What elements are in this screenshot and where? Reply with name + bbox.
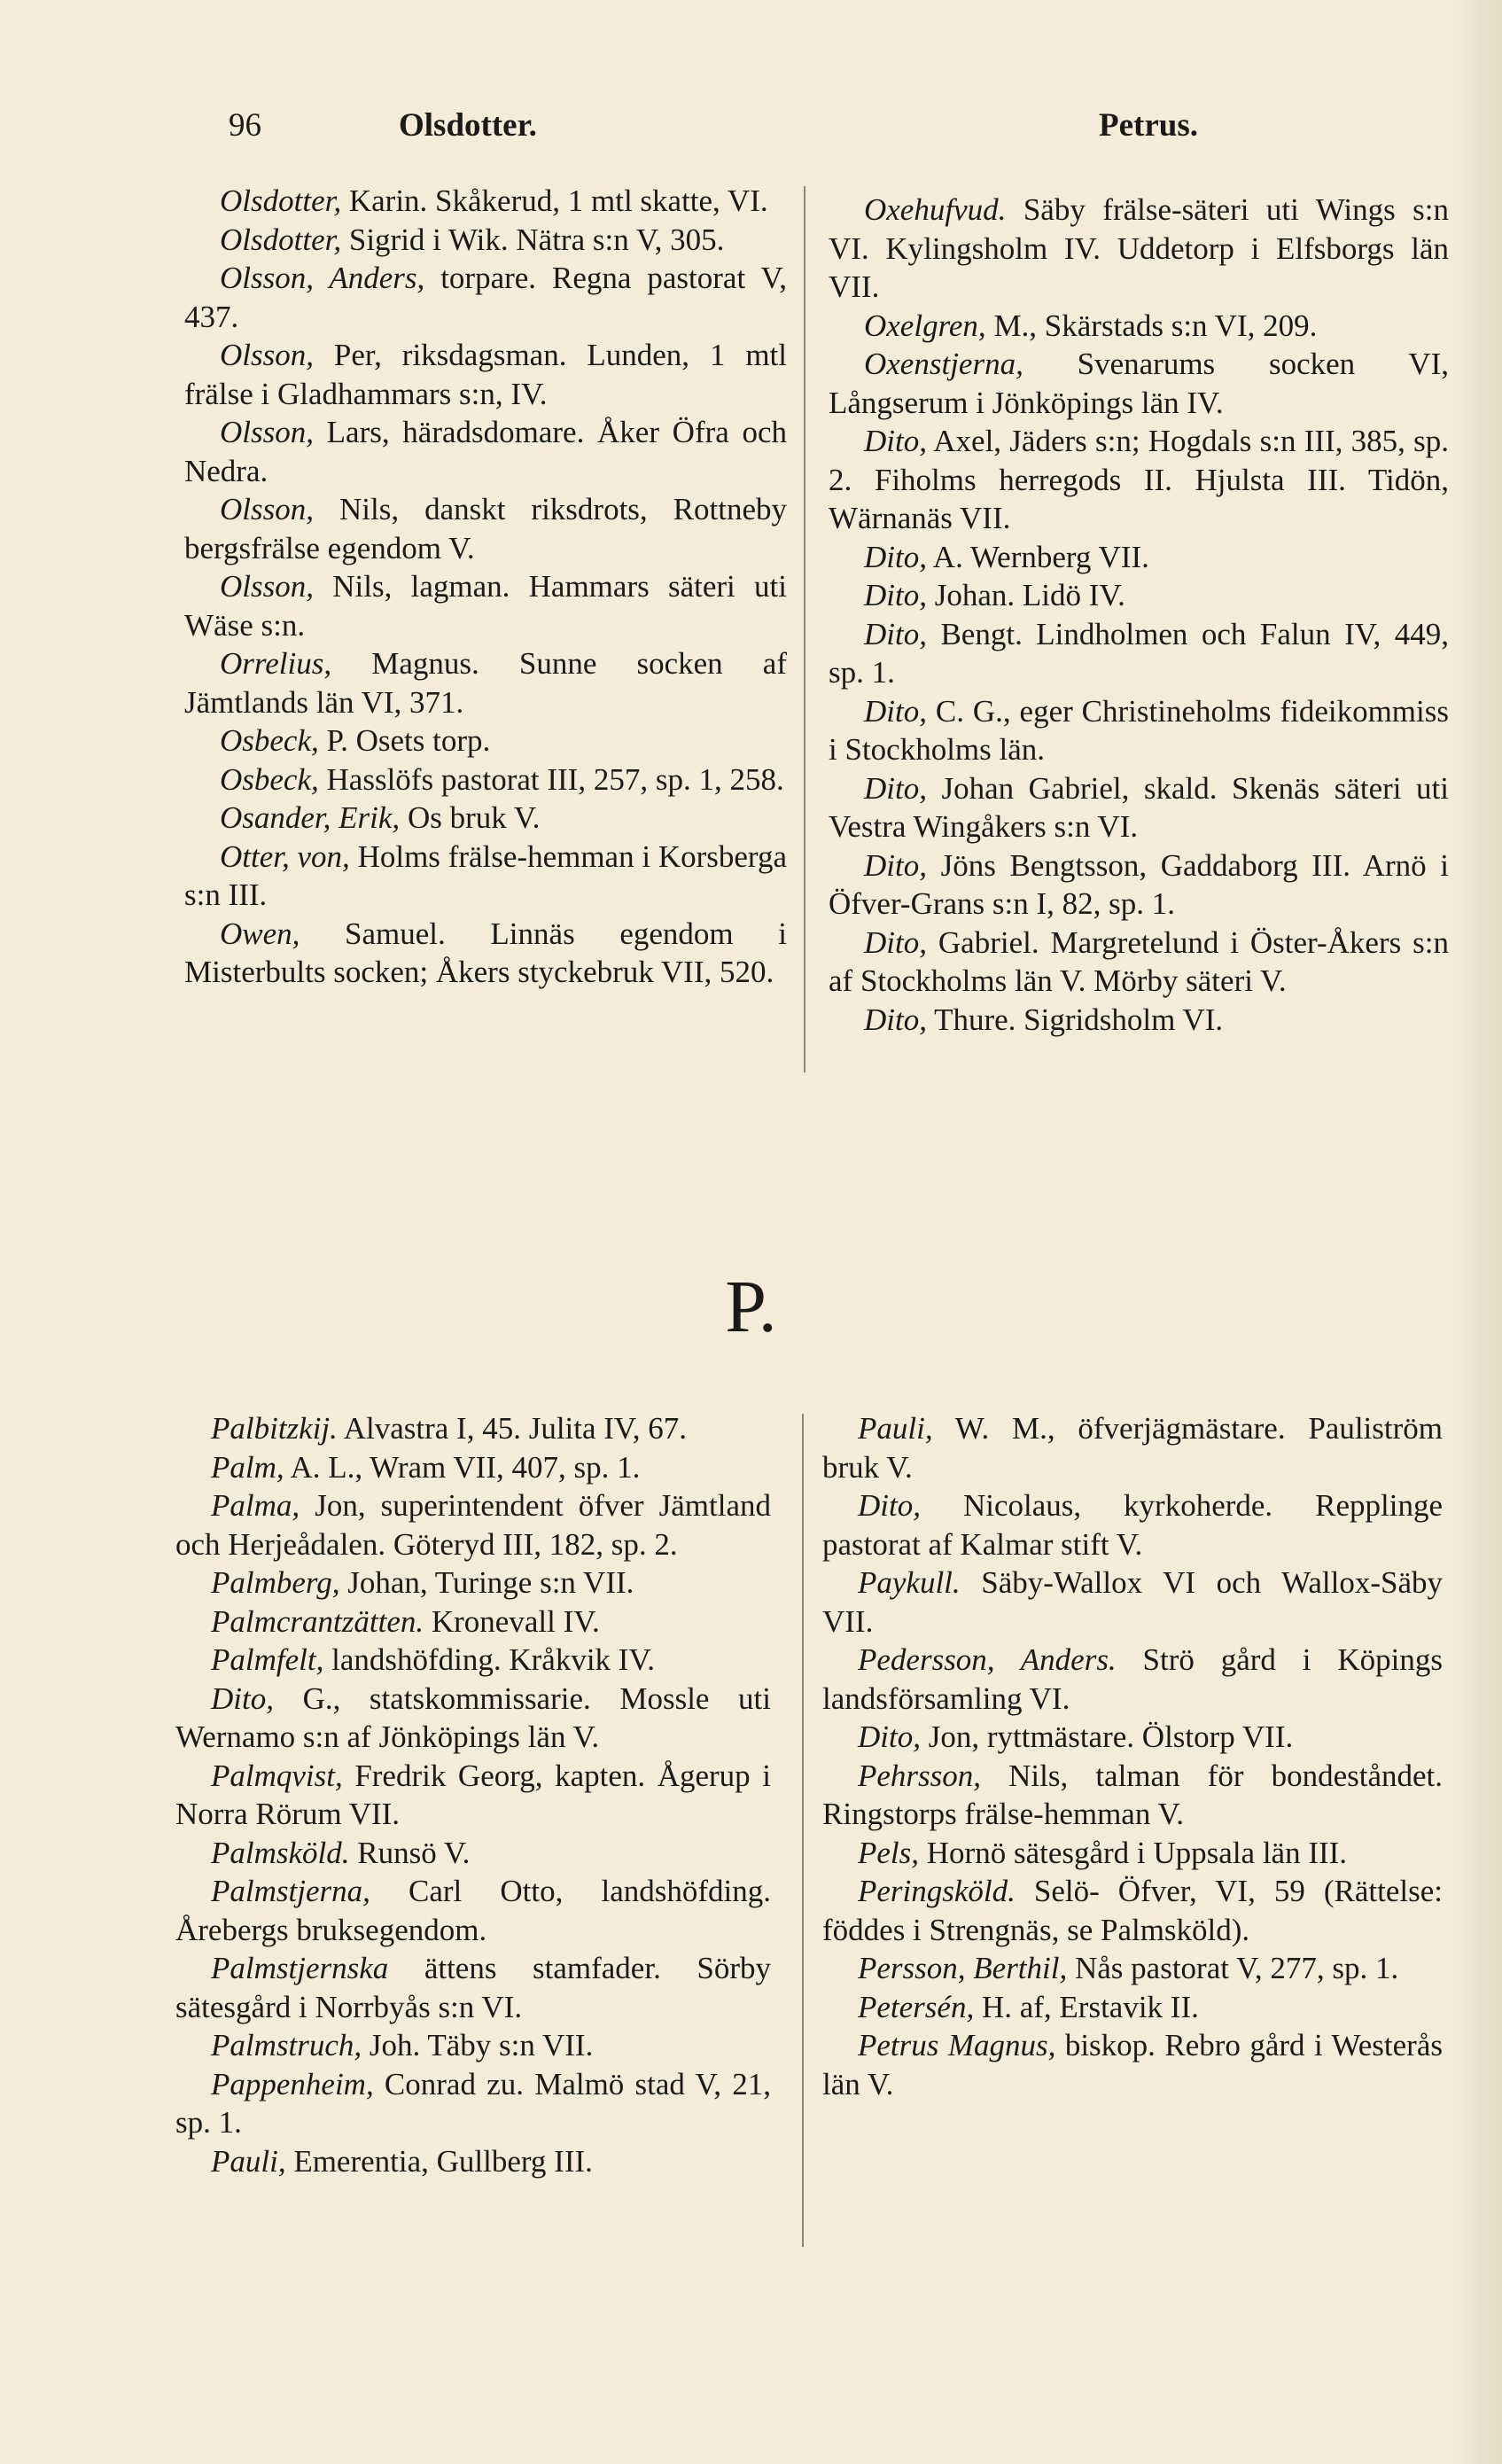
entry-name: Osander, Erik, [220, 800, 401, 835]
entry-name: Olsdotter, [220, 183, 342, 218]
entry-text: Nils, lagman. Hammars säteri uti Wäse s:n. [184, 569, 787, 643]
entry-name: Olsson, [220, 569, 314, 604]
entry-text: Sigrid i Wik. Nätra s:n V, 305. [341, 222, 725, 257]
entry-name: Olsson, Anders, [220, 261, 425, 295]
page-number: 96 [229, 107, 261, 144]
index-entry [184, 567, 787, 644]
index-entry [175, 2065, 771, 2142]
entry-name: Persson, Berthil, [858, 1951, 1068, 1985]
top-left-column [184, 182, 787, 992]
entry-name: Palmsköld. [211, 1835, 350, 1870]
entry-name: Dito, [858, 1719, 921, 1754]
entry-name: Pauli, [858, 1411, 933, 1446]
entry-text: Nils, talman för bondeståndet. Ringstorps frälse-hemman V. [822, 1758, 1443, 1831]
bottom-left-column [175, 1409, 771, 2180]
entry-name: Palmqvist, [211, 1758, 343, 1793]
entry-text: A. Wernberg VII. [926, 539, 1149, 574]
index-entry [175, 1872, 771, 1949]
entry-name: Palmstjerna, [211, 1874, 370, 1908]
index-entry [184, 760, 787, 799]
index-entry [829, 1001, 1449, 1040]
entry-text: landshöfding. Kråkvik IV. [323, 1642, 655, 1677]
index-entry [822, 1409, 1443, 1486]
index-entry [822, 1872, 1443, 1949]
index-entry [184, 838, 787, 915]
entry-text: W. M., öfverjägmästare. Pauliström bruk V. [822, 1411, 1443, 1485]
entry-name: Dito, [864, 424, 927, 458]
section-letter: P. [725, 1266, 777, 1348]
index-entry [829, 538, 1449, 577]
entry-name: Oxehufvud. [864, 192, 1007, 227]
entry-text: Johan. Lidö IV. [926, 578, 1125, 612]
entry-text: Strö gård i Köpings landsförsamling VI. [822, 1642, 1443, 1716]
entry-text: Lars, häradsdomare. Åker Öfra och Nedra. [184, 415, 787, 488]
index-entry [184, 721, 787, 760]
index-entry [822, 1834, 1443, 1873]
entry-name: Palmstjernska [211, 1951, 389, 1985]
entry-text: Gabriel. Margretelund i Öster-Åkers s:n af Stockholms län V. Mörby säteri V. [829, 924, 1449, 998]
entry-name: Olsson, [220, 415, 314, 449]
entry-text: Runsö V. [349, 1835, 471, 1870]
index-entry [184, 799, 787, 838]
entry-text: Karin. Skåkerud, 1 mtl skatte, VI. [341, 183, 768, 218]
entry-name: Dito, [864, 616, 927, 651]
entry-name: Palmstruch, [211, 2028, 362, 2062]
index-entry [175, 1448, 771, 1487]
entry-text: Hasslöfs pastorat III, 257, sp. 1, 258. [318, 761, 784, 797]
entry-name: Pehrsson, [858, 1758, 982, 1793]
entry-name: Palmfelt, [211, 1642, 324, 1677]
entry-text: Holms frälse-hemman i Korsberga s:n III. [184, 838, 787, 912]
entry-text: Jon, superintendent öfver Jämtland och Herjeådalen. Göteryd III, 182, sp. 2. [175, 1488, 771, 1562]
index-entry [829, 846, 1449, 924]
entry-text: Emerentia, Gullberg III. [285, 2143, 593, 2179]
entry-text: Magnus. Sunne socken af Jämtlands län VI, 371. [184, 646, 787, 720]
index-entry [829, 692, 1449, 769]
entry-name: Dito, [864, 693, 927, 729]
index-entry [184, 259, 787, 336]
entry-name: Dito, [858, 1488, 921, 1523]
entry-name: Oxenstjerna, [864, 347, 1023, 381]
entry-name: Dito, [864, 770, 927, 806]
index-entry [822, 1563, 1443, 1641]
entry-text: ättens stamfader. Sörby sätesgård i Norrbyås s:n VI. [175, 1951, 771, 2024]
entry-name: Peringsköld. [858, 1874, 1016, 1908]
index-entry [822, 1718, 1443, 1757]
index-entry [829, 576, 1449, 615]
entry-name: Pauli, [211, 2143, 286, 2179]
entry-text: Alvastra I, 45. Julita IV, 67. [337, 1411, 687, 1446]
index-entry [175, 1602, 771, 1641]
entry-text: Bengt. Lindholmen och Falun IV, 449, sp. 1. [829, 616, 1449, 690]
entry-text: Samuel. Linnäs egendom i Misterbults socken; Åkers styckebruk VII, 520. [184, 916, 787, 989]
index-entry [822, 2026, 1443, 2103]
entry-text: Conrad zu. Malmö stad V, 21, sp. 1. [175, 2066, 771, 2140]
entry-text: Hornö sätesgård i Uppsala län III. [919, 1835, 1348, 1870]
index-entry [829, 924, 1449, 1001]
index-entry [175, 1563, 771, 1602]
entry-name: Palma, [211, 1488, 300, 1523]
entry-name: Palbitzkij. [211, 1411, 338, 1446]
entry-name: Palm, [211, 1449, 284, 1485]
top-column-divider [804, 186, 805, 1072]
index-entry [822, 1988, 1443, 2027]
entry-name: Pels, [858, 1835, 920, 1870]
entry-text: Per, riksdagsman. Lunden, 1 mtl frälse i Gladhammars s:n, IV. [184, 338, 787, 411]
entry-text: Nicolaus, kyrkoherde. Repplinge pastorat af Kalmar stift V. [822, 1488, 1443, 1562]
entry-text: Os bruk V. [400, 800, 541, 835]
entry-text: Säby-Wallox VI och Wallox-Säby VII. [822, 1565, 1443, 1639]
entry-name: Otter, von, [220, 838, 350, 874]
entry-text: biskop. Rebro gård i Westerås län V. [822, 2028, 1443, 2101]
entry-name: Dito, [864, 847, 927, 883]
index-entry [184, 336, 787, 413]
index-entry [184, 221, 787, 260]
index-entry [175, 2026, 771, 2065]
index-entry [822, 1486, 1443, 1563]
index-entry [829, 615, 1449, 692]
entry-text: Jöns Bengtsson, Gaddaborg III. Arnö i Öfver-Grans s:n I, 82, sp. 1. [829, 847, 1449, 921]
entry-name: Osbeck, [220, 761, 319, 797]
entry-text: Johan, Turinge s:n VII. [339, 1565, 634, 1600]
left-running-head: Olsdotter. [399, 107, 537, 144]
entry-name: Dito, [864, 1002, 927, 1037]
entry-name: Olsson, [220, 338, 314, 372]
index-entry [829, 422, 1449, 538]
index-entry [184, 490, 787, 567]
entry-name: Osbeck, [220, 723, 319, 758]
bottom-right-column [822, 1409, 1443, 2103]
index-entry [175, 1486, 771, 1563]
index-entry [175, 1757, 771, 1834]
entry-name: Petrus Magnus, [858, 2028, 1056, 2062]
entry-text: Nils, danskt riksdrots, Rottneby bergsfrälse egendom V. [184, 492, 787, 565]
entry-name: Palmberg, [211, 1565, 340, 1600]
index-entry [184, 915, 787, 992]
index-entry [175, 1949, 771, 2026]
entry-name: Owen, [220, 916, 300, 951]
index-entry [184, 644, 787, 721]
entry-text: Selö- Öfver, VI, 59 (Rättelse: föddes i Strengnäs, se Palmsköld). [822, 1874, 1443, 1947]
entry-text: Jon, ryttmästare. Ölstorp VII. [920, 1719, 1294, 1754]
entry-name: Petersén, [858, 1989, 975, 2024]
entry-text: torpare. Regna pastorat V, 437. [184, 261, 788, 334]
index-entry [822, 1949, 1443, 1988]
entry-text: M., Skärstads s:n VI, 209. [985, 308, 1318, 343]
page-header [0, 106, 1502, 168]
entry-text: Kronevall IV. [424, 1603, 600, 1639]
entry-text: P. Osets torp. [318, 723, 491, 758]
index-entry [822, 1641, 1443, 1718]
entry-text: Axel, Jäders s:n; Hogdals s:n III, 385, sp. 2. Fiholms herregods II. Hjulsta III. Tidön, Wärnanäs VII. [829, 424, 1449, 535]
entry-text: H. af, Erstavik II. [974, 1989, 1199, 2024]
index-entry [829, 345, 1449, 422]
entry-text: Nås pastorat V, 277, sp. 1. [1067, 1951, 1399, 1985]
index-entry [175, 1641, 771, 1680]
page-edge-shadow [1449, 0, 1502, 2464]
index-entry [822, 1757, 1443, 1834]
index-entry [175, 1834, 771, 1873]
bottom-column-divider [802, 1414, 804, 2247]
entry-text: Fredrik Georg, kapten. Ågerup i Norra Rörum VII. [175, 1758, 771, 1831]
entry-name: Palmcrantzätten. [211, 1603, 424, 1639]
entry-text: Säby frälse-säteri uti Wings s:n VI. Kylingsholm IV. Uddetorp i Elfsborgs län VII. [829, 192, 1449, 304]
entry-text: Joh. Täby s:n VII. [362, 2028, 594, 2062]
entry-text: Thure. Sigridsholm VI. [926, 1002, 1224, 1037]
entry-name: Dito, [864, 578, 927, 612]
entry-name: Olsdotter, [220, 222, 342, 257]
entry-text: Carl Otto, landshöfding. Årebergs bruksegendom. [175, 1874, 771, 1947]
entry-text: Johan Gabriel, skald. Skenäs säteri uti Vestra Wingåkers s:n VI. [829, 770, 1449, 844]
top-right-column [829, 191, 1449, 1039]
index-entry [829, 191, 1449, 307]
entry-name: Pedersson, Anders. [858, 1642, 1117, 1677]
index-entry [175, 1680, 771, 1757]
index-entry [184, 413, 787, 490]
entry-name: Orrelius, [220, 646, 332, 681]
index-entry [184, 182, 787, 221]
entry-name: Olsson, [220, 492, 314, 526]
entry-text: C. G., eger Christineholms fideikommiss i Stockholms län. [829, 693, 1449, 767]
entry-text: A. L., Wram VII, 407, sp. 1. [284, 1449, 641, 1485]
entry-name: Dito, [211, 1680, 274, 1716]
index-entry [175, 1409, 771, 1448]
entry-name: Dito, [864, 924, 927, 960]
index-entry [829, 307, 1449, 346]
entry-name: Dito, [864, 539, 927, 574]
entry-name: Pappenheim, [211, 2066, 374, 2101]
entry-text: G., statskommissarie. Mossle uti Wernamo s:n af Jönköpings län V. [175, 1680, 771, 1754]
index-entry [175, 2142, 771, 2181]
entry-name: Paykull. [858, 1565, 961, 1600]
entry-text: Svenarums socken VI, Långserum i Jönköpings län IV. [829, 347, 1449, 420]
right-running-head: Petrus. [1099, 107, 1198, 144]
index-entry [829, 769, 1449, 846]
entry-name: Oxelgren, [864, 308, 986, 343]
